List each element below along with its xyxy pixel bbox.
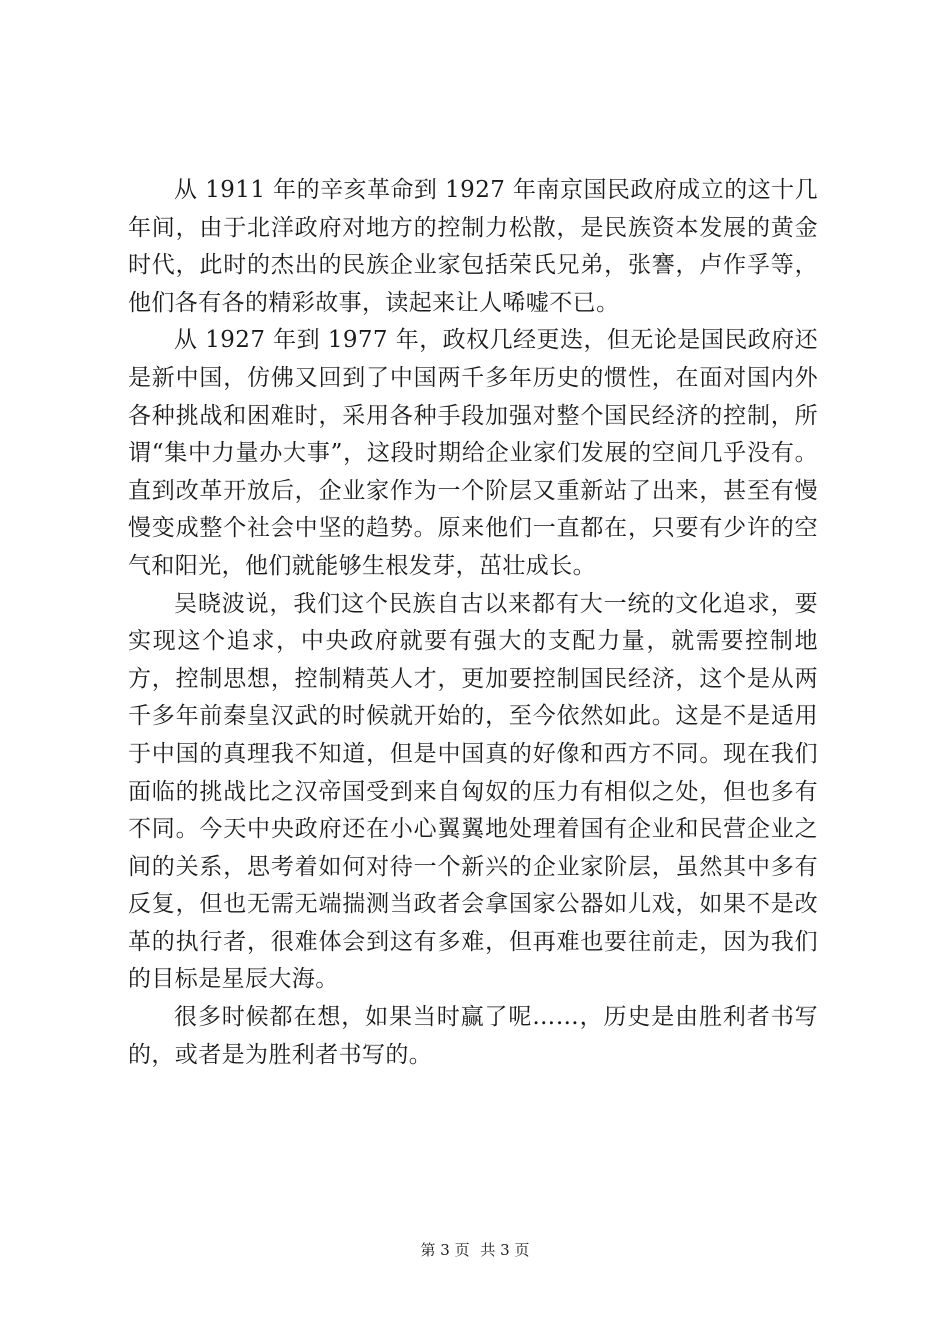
paragraph-4: 很多时候都在想，如果当时赢了呢……，历史是由胜利者书写的，或者是为胜利者书写的。 xyxy=(128,1004,818,1068)
paragraph-3: 吴晓波说，我们这个民族自古以来都有大一统的文化追求，要实现这个追求，中央政府就要有强大的支配力量，就需要控制地方，控制思想，控制精英人才，更加要控制国民经济，这个是从两千多年前秦皇汉武的时候就开始的，至今依然如此。这是不是适用于中国的真理我不知道，但是中国真的好像和西方不同。现在我们面临的挑战比之汉帝国受到来自匈奴的压力有相似之处，但也多有不同。今天中央政府还在小心翼翼地处理着国有企业和民营企业之间的关系，思考着如何对待一个新兴的企业家阶层，虽然其中多有反复，但也无需无端揣测当政者会拿国家公器如儿戏，如果不是改革的执行者，很难体会到这有多难，但再难也要往前走，因为我们的目标是星辰大海。 xyxy=(128,590,818,993)
page-footer xyxy=(0,1240,950,1260)
page-number: 第 3 页 xyxy=(420,1241,470,1259)
paragraph-2: 从 1927 年到 1977 年，政权几经更迭，但无论是国民政府还是新中国，仿佛又回到了中国两千多年历史的惯性，在面对国内外各种挑战和困难时，采用各种手段加强对整个国民经济的控制，所谓“集中力量办大事”，这段时期给企业家们发展的空间几乎没有。直到改革开放后，企业家作为一个阶层又重新站了出来，甚至有慢慢变成整个社会中坚的趋势。原来他们一直都在，只要有少许的空气和阳光，他们就能够生根发芽，茁壮成长。 xyxy=(128,327,818,579)
paragraph-1: 从 1911 年的辛亥革命到 1927 年南京国民政府成立的这十几年间，由于北洋政府对地方的控制力松散，是民族资本发展的黄金时代，此时的杰出的民族企业家包括荣氏兄弟，张謇，卢作孚等，他们各有各的精彩故事，读起来让人唏嘘不已。 xyxy=(128,177,818,316)
document-body xyxy=(128,172,818,1074)
page-total: 共 3 页 xyxy=(480,1241,530,1259)
